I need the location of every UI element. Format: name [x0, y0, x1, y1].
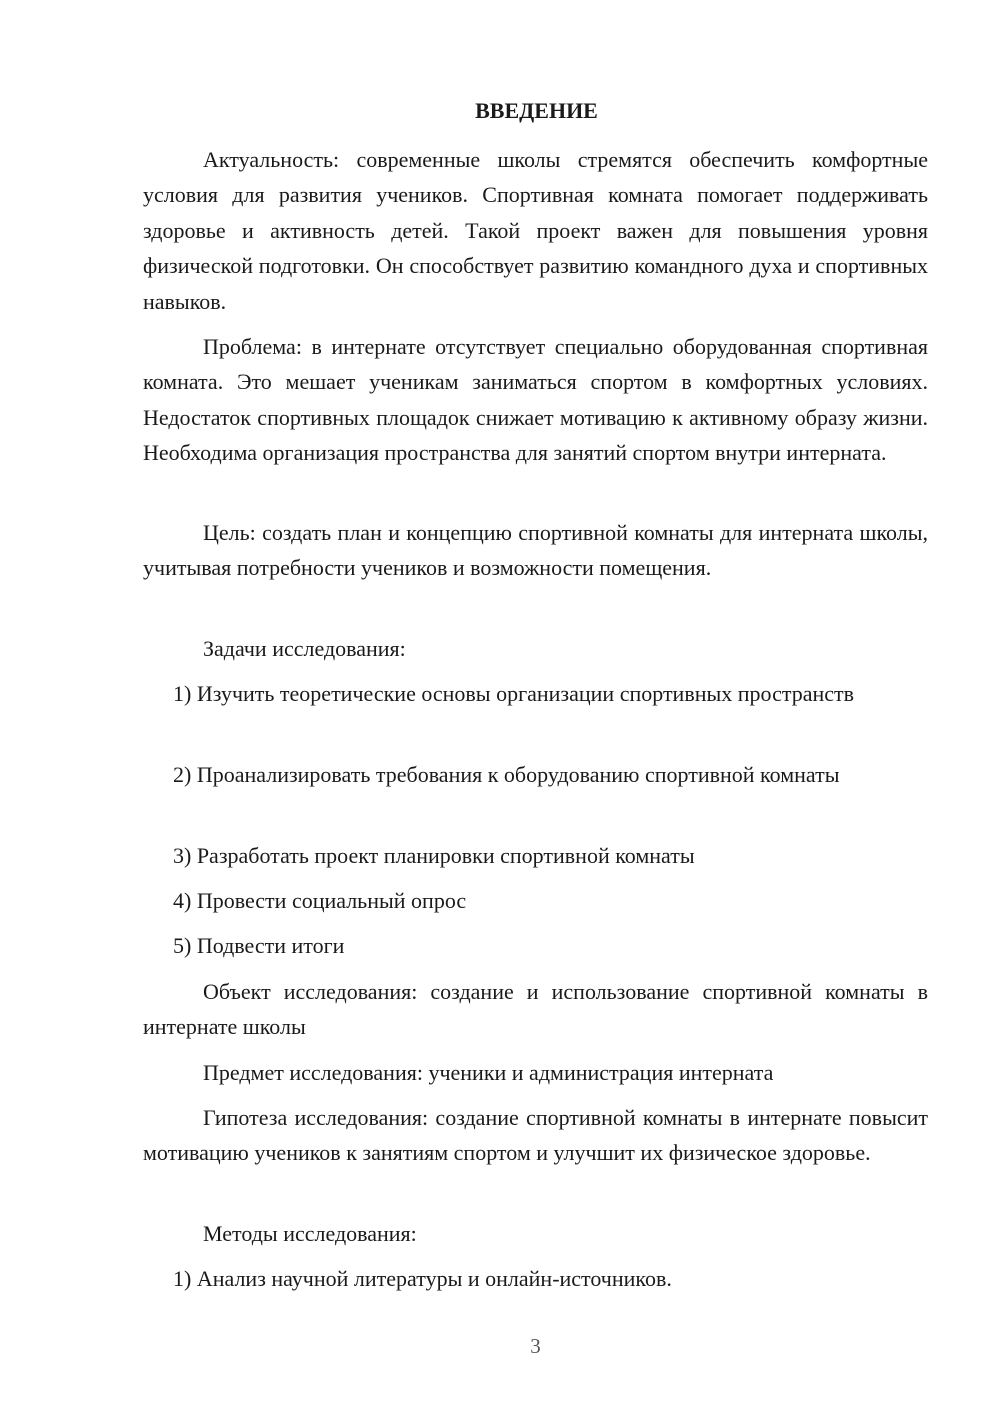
- paragraph-subject: Предмет исследования: ученики и администрация интерната: [203, 1060, 774, 1085]
- paragraph-goal: Цель: создать план и концепцию спортивной комнаты для интерната школы, учитывая потребности учеников и возможности помещения.: [143, 520, 928, 581]
- list-item-task-4: 4) Провести социальный опрос: [173, 888, 467, 913]
- list-item-task-1: 1) Изучить теоретические основы организации спортивных пространств: [173, 681, 855, 706]
- paragraph-tasks-heading: Задачи исследования:: [203, 636, 406, 661]
- list-item-method-1: 1) Анализ научной литературы и онлайн-источников.: [173, 1266, 672, 1291]
- paragraph-object: Объект исследования: создание и использование спортивной комнаты в интернате школы: [143, 979, 928, 1040]
- paragraph-problem: Проблема: в интернате отсутствует специально оборудованная спортивная комната. Это мешает ученикам заниматься спортом в комфортных условиях. Недостаток спортивных площадок снижает мотивацию к активному образу жизни. Необходима организация пространства для занятий спортом внутри интерната.: [143, 334, 928, 466]
- list-item-task-2: 2) Проанализировать требования к оборудованию спортивной комнаты: [173, 762, 840, 787]
- paragraph-relevance: Актуальность: современные школы стремятся обеспечить комфортные условия для развития учеников. Спортивная комната помогает поддерживать здоровье и активность детей. Такой проект важен для повышения уровня физической подготовки. Он способствует развитию командного духа и спортивных навыков.: [143, 147, 928, 314]
- list-item-task-3: 3) Разработать проект планировки спортивной комнаты: [173, 843, 695, 868]
- document-page: [143, 0, 928, 1414]
- page-number: 3: [530, 1334, 541, 1358]
- paragraph-hypothesis: Гипотеза исследования: создание спортивной комнаты в интернате повысит мотивацию учеников к занятиям спортом и улучшит их физическое здоровье.: [143, 1105, 928, 1166]
- list-item-task-5: 5) Подвести итоги: [173, 933, 345, 958]
- page-title: ВВЕДЕНИЕ: [475, 98, 598, 123]
- paragraph-methods-heading: Методы исследования:: [203, 1221, 417, 1246]
